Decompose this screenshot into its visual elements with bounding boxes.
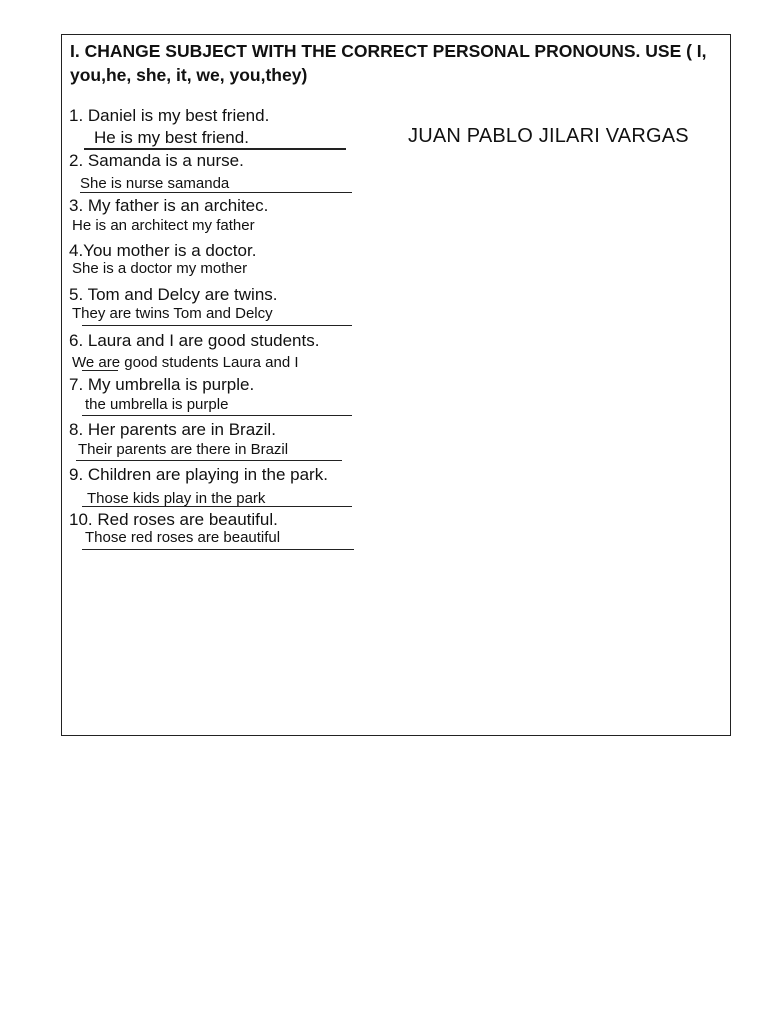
question-7: 7. My umbrella is purple. xyxy=(69,375,255,394)
answer-line-6 xyxy=(82,370,118,371)
answer-2: She is nurse samanda xyxy=(80,175,230,192)
answer-7: the umbrella is purple xyxy=(85,396,229,413)
answer-line-10 xyxy=(82,549,354,550)
answer-line-7 xyxy=(82,415,352,416)
question-3: 3. My father is an architec. xyxy=(69,196,269,215)
answer-line-2 xyxy=(80,192,352,193)
question-5: 5. Tom and Delcy are twins. xyxy=(69,285,278,304)
question-2: 2. Samanda is a nurse. xyxy=(69,151,244,170)
question-8: 8. Her parents are in Brazil. xyxy=(69,420,276,439)
answer-9: Those kids play in the park xyxy=(87,490,266,507)
answer-line-1 xyxy=(84,148,346,150)
answer-line-5 xyxy=(82,325,352,326)
worksheet-title: I. CHANGE SUBJECT WITH THE CORRECT PERSONAL PRONOUNS. USE ( I, you,he, she, it, we, you,they) xyxy=(70,41,707,85)
question-9: 9. Children are playing in the park. xyxy=(69,465,328,484)
answer-line-8 xyxy=(76,460,342,461)
answer-4: She is a doctor my mother xyxy=(72,260,248,277)
question-1: 1. Daniel is my best friend. xyxy=(69,106,270,125)
answer-6: We are good students Laura and I xyxy=(72,354,299,371)
answer-1: He is my best friend. xyxy=(94,128,249,147)
answer-5: They are twins Tom and Delcy xyxy=(72,305,273,322)
answer-3: He is an architect my father xyxy=(72,217,255,234)
answer-10: Those red roses are beautiful xyxy=(85,529,281,546)
question-4: 4.You mother is a doctor. xyxy=(69,241,257,260)
student-name: JUAN PABLO JILARI VARGAS xyxy=(408,125,689,147)
answer-8: Their parents are there in Brazil xyxy=(78,441,289,458)
question-10: 10. Red roses are beautiful. xyxy=(69,510,278,529)
answer-line-9 xyxy=(82,506,352,507)
question-6: 6. Laura and I are good students. xyxy=(69,331,320,350)
worksheet-frame xyxy=(61,34,731,736)
